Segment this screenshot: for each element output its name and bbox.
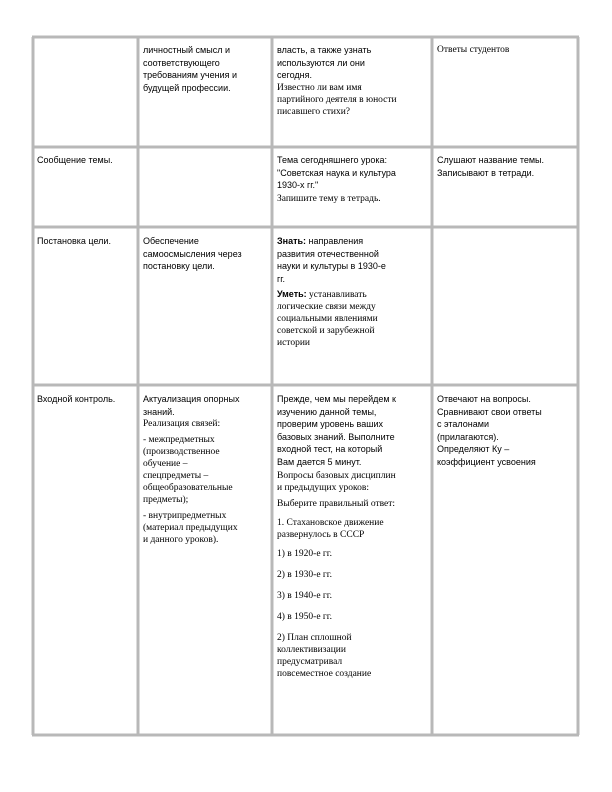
row4-students-cell [437,393,575,468]
can-line: устанавливать [306,290,367,300]
know-line: направления [306,236,364,246]
row1-goal-line: требованиям учения и [143,70,238,80]
know-line: развития отечественной [277,248,379,259]
row4-goal-line: - внутрипредметных [143,511,227,521]
row4-students-line: коэффициент усвоения [437,456,536,467]
row3-teacher-cell [277,235,429,349]
row4-goal-line: - межпредметных [143,435,215,445]
row1-goal-cell [143,44,269,94]
choose-instruction: Выберите правильный ответ: [277,499,396,509]
stage-title: Постановка цели. [37,236,111,246]
question-1: 1. Стахановское движение [277,518,384,528]
row4-students-line: Отвечают на вопросы. [437,394,531,404]
can-line: социальными явлениями [277,314,378,324]
row4-goal-line: Актуализация опорных [143,394,240,404]
row1-goal-line: соответствующего [143,57,220,68]
can-line: советской и зарубежной [277,326,375,336]
intro-line: изучению данной темы, [277,406,377,417]
question-1: развернулось в СССР [277,530,365,540]
test-line: Вопросы базовых дисциплин [277,471,396,481]
question-2: 2) План сплошной [277,633,352,643]
answer-option: 2) в 1930-е гг. [277,570,333,580]
row4-goal-line: общеобразовательные [143,483,233,493]
row4-goal-line: предметы); [143,495,189,505]
row2-stage-cell [37,154,135,167]
test-line: и предыдущих уроков: [277,483,369,493]
know-line: науки и культуры в 1930-е [277,261,386,271]
row3-goal-line: Обеспечение [143,236,199,246]
question-2: коллективизации [277,645,346,655]
row4-students-line: с эталонами [437,419,489,429]
row2-students-cell [437,154,575,179]
row1-teacher-line: писавшего стихи? [277,106,351,117]
know-line: гг. [277,273,285,284]
row1-teacher-line: Известно ли вам имя [277,82,362,93]
row1-teacher-line: партийного деятеля в юности [277,94,397,105]
question-2: предусматривал [277,657,343,667]
row4-goal-line: (производственное [143,447,220,457]
row4-goal-line: обучение – [143,459,188,469]
stage-title: Входной контроль. [37,394,116,404]
row1-teacher-line: используются ли они [277,57,365,68]
row4-teacher-cell [277,393,429,680]
stage-title: Сообщение темы. [37,155,113,165]
row4-goal-line: и данного уроков). [143,535,219,545]
intro-line: проверим уровень ваших [277,419,383,429]
row4-students-line: (прилагаются). [437,431,499,442]
row4-goal-line: знаний. [143,406,175,417]
row4-goal-line: Реализация связей: [143,419,221,429]
row4-students-line: Определяют Ку – [437,444,510,454]
row3-goal-line: самоосмысления через [143,248,242,259]
row2-students-line: Слушают название темы. [437,155,545,165]
row2-teacher-line: "Советская наука и культура [277,167,396,178]
can-line: логические связи между [277,302,376,312]
row2-teacher-cell [277,154,429,205]
row3-goal-cell [143,235,269,273]
can-label: Уметь: [277,289,307,299]
row1-goal-line: личностный смысл и [143,45,230,55]
row1-teacher-line: власть, а также узнать [277,45,372,55]
row2-students-line: Записывают в тетради. [437,167,535,178]
row3-stage-cell [37,235,135,248]
can-line: истории [277,338,310,348]
know-label: Знать: [277,236,307,246]
answer-option: 3) в 1940-е гг. [277,591,333,601]
row2-teacher-line: Тема сегодняшнего урока: [277,155,388,165]
row4-stage-cell [37,393,135,406]
row4-goal-cell [143,393,269,546]
row1-students-cell [437,44,575,56]
row2-teacher-line: 1930-х гг." [277,180,319,190]
row4-goal-line: спецпредметы – [143,471,209,481]
row1-teacher-line: сегодня. [277,70,312,80]
row1-goal-line: будущей профессии. [143,82,231,93]
row3-goal-line: постановку цели. [143,261,215,271]
intro-line: Вам дается 5 минут. [277,456,362,467]
row1-teacher-cell [277,44,429,118]
question-2: повсеместное создание [277,669,372,679]
row4-goal-line: (материал предыдущих [143,523,238,533]
answer-option: 4) в 1950-е гг. [277,612,333,622]
answer-option: 1) в 1920-е гг. [277,549,333,559]
row2-teacher-line: Запишите тему в тетрадь. [277,193,381,204]
intro-line: Прежде, чем мы перейдем к [277,394,396,404]
intro-line: базовых знаний. Выполните [277,431,395,442]
intro-line: входной тест, на который [277,444,383,454]
row4-students-line: Сравнивают свои ответы [437,406,542,417]
row1-students-line: Ответы студентов [437,45,510,55]
